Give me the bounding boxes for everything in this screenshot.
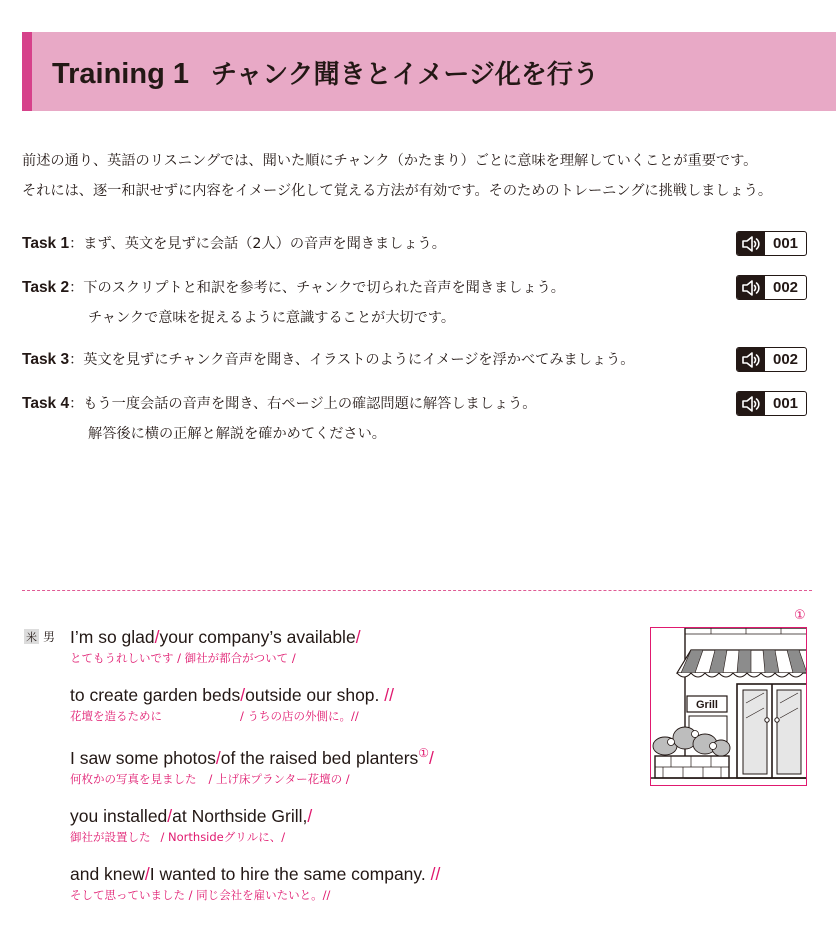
speaker-icon	[737, 232, 765, 255]
banner-accent-bar	[22, 32, 32, 111]
illustration-marker: ①	[418, 746, 430, 760]
script-line-english: I saw some photos/of the raised bed planters①/	[70, 746, 434, 768]
training-title: チャンク聞きとイメージ化を行う	[210, 60, 599, 90]
task-label: Task 4	[22, 395, 70, 412]
task-1	[22, 229, 722, 259]
speaker-gender: 男	[43, 630, 56, 644]
audio-track-button[interactable]	[736, 347, 807, 372]
script-line-translation: 花壇を造るために / うちの店の外側に。//	[70, 709, 359, 723]
script-line-english: I’m so glad/your company’s available/	[70, 627, 361, 647]
grill-sign-text: Grill	[695, 699, 719, 711]
task-label: Task 2	[22, 279, 70, 296]
task-text: ：まず、英文を見ずに会話（2人）の音声を聞きましょう。	[69, 236, 446, 252]
task-text-continued: 解答後に横の正解と解説を確かめてください。	[88, 426, 386, 442]
task-2	[22, 273, 722, 333]
audio-track-number: 002	[772, 351, 799, 368]
audio-track-number: 001	[772, 235, 799, 252]
audio-track-number: 001	[772, 395, 799, 412]
script-line-translation: そして思っていました / 同じ会社を雇いたいと。//	[70, 887, 331, 902]
speaker-icon	[737, 392, 765, 415]
intro-line: それには、逐一和訳せずに内容をイメージ化して覚える方法が有効です。そのためのトレーニングに挑戦しましょう。	[22, 183, 773, 199]
task-text: ：英文を見ずにチャンク音声を聞き、イラストのようにイメージを浮かべてみましょう。	[69, 352, 635, 368]
intro-paragraph	[22, 146, 822, 206]
task-3	[22, 345, 722, 375]
script-line-translation: 何枚かの写真を見ました / 上げ床プランター花壇の /	[70, 771, 350, 786]
audio-track-number: 002	[772, 279, 799, 296]
script-line-english: you installed/at Northside Grill,/	[70, 805, 313, 826]
illustration-number: ①	[794, 608, 806, 623]
script-line-english: to create garden beds/outside our shop. //	[70, 685, 395, 705]
task-text: ：下のスクリプトと和訳を参考に、チャンクで切られた音声を聞きましょう。	[69, 280, 565, 296]
speaker-icon	[737, 348, 765, 371]
page-title	[52, 54, 599, 91]
script-line-translation: 御社が設置した / Northsideグリルに、/	[70, 829, 286, 844]
task-label: Task 1	[22, 235, 70, 252]
speaker-icon	[737, 276, 765, 299]
section-divider	[22, 590, 812, 591]
accent-flag: 米	[26, 630, 37, 644]
script-line-translation: とてもうれしいです / 御社が都合がついて /	[70, 651, 296, 665]
task-4	[22, 389, 722, 449]
speaker-tag	[24, 628, 55, 645]
script-line-english: and knew/I wanted to hire the same company. //	[70, 863, 441, 884]
title-banner	[22, 32, 836, 111]
intro-line: 前述の通り、英語のリスニングでは、聞いた順にチャンク（かたまり）ごとに意味を理解していくことが重要です。	[22, 153, 758, 169]
task-text-continued: チャンクで意味を捉えるように意識することが大切です。	[88, 310, 456, 326]
training-number: Training 1	[52, 58, 189, 90]
audio-track-button[interactable]	[736, 231, 807, 256]
task-label: Task 3	[22, 351, 70, 368]
audio-track-button[interactable]	[736, 275, 807, 300]
audio-track-button[interactable]	[736, 391, 807, 416]
script	[70, 624, 630, 919]
task-text: ：もう一度会話の音声を聞き、右ページ上の確認問題に解答しましょう。	[69, 396, 537, 412]
grill-shop-illustration	[650, 627, 807, 786]
